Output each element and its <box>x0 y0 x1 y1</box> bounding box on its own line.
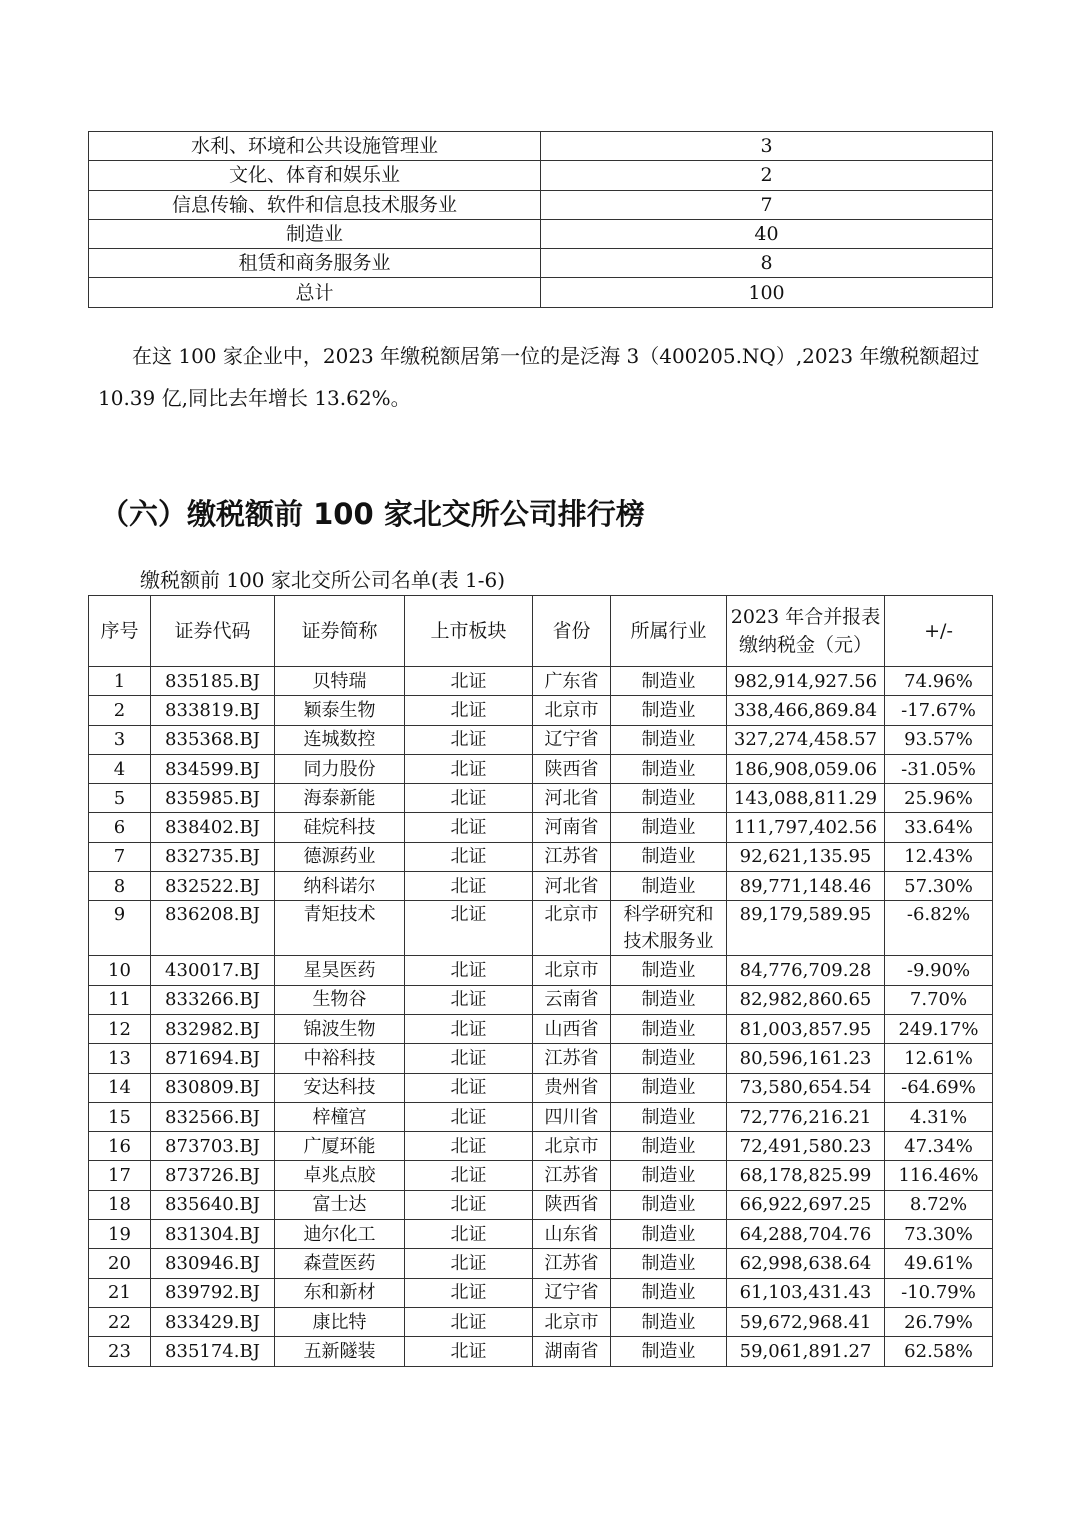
company-cell-tax: 68,178,825.99 <box>727 1161 885 1190</box>
table-row <box>89 219 993 248</box>
company-cell-code: 835174.BJ <box>151 1337 275 1366</box>
table-row <box>89 813 993 842</box>
header-name: 证券简称 <box>275 596 405 667</box>
company-cell-name: 森萱医药 <box>275 1249 405 1278</box>
company-cell-name: 同力股份 <box>275 754 405 783</box>
header-province: 省份 <box>533 596 611 667</box>
company-cell-board: 北证 <box>405 1014 533 1043</box>
company-cell-code: 833819.BJ <box>151 696 275 725</box>
company-cell-tax: 66,922,697.25 <box>727 1190 885 1219</box>
company-cell-industry: 制造业 <box>611 784 727 813</box>
company-cell-change: -64.69% <box>885 1073 993 1102</box>
company-cell-province: 陕西省 <box>533 1190 611 1219</box>
company-cell-code: 873703.BJ <box>151 1132 275 1161</box>
company-cell-change: 62.58% <box>885 1337 993 1366</box>
company-cell-change: 26.79% <box>885 1307 993 1336</box>
industry-cell-industry: 水利、环境和公共设施管理业 <box>89 132 541 161</box>
company-cell-code: 835185.BJ <box>151 667 275 696</box>
company-cell-board: 北证 <box>405 1307 533 1336</box>
company-cell-tax: 82,982,860.65 <box>727 985 885 1014</box>
company-cell-name: 德源药业 <box>275 842 405 871</box>
company-cell-name: 硅烷科技 <box>275 813 405 842</box>
company-cell-board: 北证 <box>405 1278 533 1307</box>
company-cell-name: 中裕科技 <box>275 1044 405 1073</box>
company-cell-industry <box>611 901 727 956</box>
company-cell-industry: 制造业 <box>611 1249 727 1278</box>
company-cell-industry: 制造业 <box>611 1161 727 1190</box>
company-cell-name: 锦波生物 <box>275 1014 405 1043</box>
company-cell-change: 8.72% <box>885 1190 993 1219</box>
company-cell-rank: 4 <box>89 754 151 783</box>
company-cell-industry: 制造业 <box>611 696 727 725</box>
company-cell-industry: 制造业 <box>611 956 727 985</box>
company-cell-tax: 89,179,589.95 <box>727 901 885 956</box>
company-cell-change: -10.79% <box>885 1278 993 1307</box>
company-cell-rank: 8 <box>89 872 151 901</box>
header-row <box>89 596 993 667</box>
company-cell-industry: 制造业 <box>611 1073 727 1102</box>
table-row <box>89 901 993 956</box>
company-cell-code: 831304.BJ <box>151 1220 275 1249</box>
company-cell-tax: 84,776,709.28 <box>727 956 885 985</box>
company-cell-rank: 18 <box>89 1190 151 1219</box>
company-cell-tax: 64,288,704.76 <box>727 1220 885 1249</box>
company-cell-rank: 15 <box>89 1102 151 1131</box>
industry-line1: 科学研究和 <box>623 904 714 926</box>
table-row <box>89 1337 993 1366</box>
company-cell-name: 卓兆点胶 <box>275 1161 405 1190</box>
company-cell-province: 山西省 <box>533 1014 611 1043</box>
company-cell-code: 835985.BJ <box>151 784 275 813</box>
company-cell-tax: 143,088,811.29 <box>727 784 885 813</box>
header-industry: 所属行业 <box>611 596 727 667</box>
company-cell-rank: 3 <box>89 725 151 754</box>
company-cell-province: 北京市 <box>533 1307 611 1336</box>
company-cell-change: -31.05% <box>885 754 993 783</box>
company-cell-change: 47.34% <box>885 1132 993 1161</box>
company-cell-code: 830946.BJ <box>151 1249 275 1278</box>
company-cell-industry: 制造业 <box>611 1307 727 1336</box>
company-cell-board: 北证 <box>405 1073 533 1102</box>
company-cell-code: 830809.BJ <box>151 1073 275 1102</box>
company-cell-code: 871694.BJ <box>151 1044 275 1073</box>
company-cell-province: 四川省 <box>533 1102 611 1131</box>
company-cell-board: 北证 <box>405 1161 533 1190</box>
company-cell-industry: 制造业 <box>611 842 727 871</box>
company-cell-rank: 2 <box>89 696 151 725</box>
company-cell-change: -6.82% <box>885 901 993 956</box>
company-cell-code: 833266.BJ <box>151 985 275 1014</box>
company-cell-name: 康比特 <box>275 1307 405 1336</box>
industry-cell-industry: 制造业 <box>89 219 541 248</box>
company-cell-rank: 19 <box>89 1220 151 1249</box>
company-cell-change: 93.57% <box>885 725 993 754</box>
company-cell-change: 4.31% <box>885 1102 993 1131</box>
table-row <box>89 1132 993 1161</box>
company-cell-change: -17.67% <box>885 696 993 725</box>
header-board: 上市板块 <box>405 596 533 667</box>
company-cell-province: 云南省 <box>533 985 611 1014</box>
company-cell-name: 海泰新能 <box>275 784 405 813</box>
company-cell-tax: 89,771,148.46 <box>727 872 885 901</box>
company-cell-code: 835368.BJ <box>151 725 275 754</box>
table-row <box>89 249 993 278</box>
table-row <box>89 1278 993 1307</box>
industry-cell-industry: 信息传输、软件和信息技术服务业 <box>89 190 541 219</box>
table-row <box>89 784 993 813</box>
company-cell-rank: 17 <box>89 1161 151 1190</box>
company-cell-rank: 14 <box>89 1073 151 1102</box>
industry-cell-count: 40 <box>541 219 993 248</box>
company-cell-province: 江苏省 <box>533 1044 611 1073</box>
company-cell-industry: 制造业 <box>611 813 727 842</box>
table-row <box>89 696 993 725</box>
company-cell-code: 832566.BJ <box>151 1102 275 1131</box>
company-cell-board: 北证 <box>405 842 533 871</box>
company-cell-industry: 制造业 <box>611 1190 727 1219</box>
company-cell-province: 江苏省 <box>533 1249 611 1278</box>
company-cell-change: 73.30% <box>885 1220 993 1249</box>
header-code: 证券代码 <box>151 596 275 667</box>
company-ranking-table <box>88 595 993 1367</box>
company-cell-province: 辽宁省 <box>533 1278 611 1307</box>
company-cell-industry: 制造业 <box>611 754 727 783</box>
table-row <box>89 1044 993 1073</box>
company-cell-rank: 1 <box>89 667 151 696</box>
company-cell-code: 834599.BJ <box>151 754 275 783</box>
company-cell-province: 北京市 <box>533 696 611 725</box>
company-cell-code: 835640.BJ <box>151 1190 275 1219</box>
company-cell-industry: 制造业 <box>611 1044 727 1073</box>
company-cell-industry: 制造业 <box>611 1278 727 1307</box>
company-cell-province: 贵州省 <box>533 1073 611 1102</box>
company-cell-code: 873726.BJ <box>151 1161 275 1190</box>
company-cell-board: 北证 <box>405 1132 533 1161</box>
industry-cell-count: 3 <box>541 132 993 161</box>
company-cell-tax: 111,797,402.56 <box>727 813 885 842</box>
company-cell-tax: 338,466,869.84 <box>727 696 885 725</box>
company-cell-province: 湖南省 <box>533 1337 611 1366</box>
company-cell-province: 山东省 <box>533 1220 611 1249</box>
company-cell-rank: 12 <box>89 1014 151 1043</box>
company-cell-rank: 5 <box>89 784 151 813</box>
company-cell-board: 北证 <box>405 1044 533 1073</box>
company-cell-province: 辽宁省 <box>533 725 611 754</box>
company-cell-name: 富士达 <box>275 1190 405 1219</box>
company-cell-name: 星昊医药 <box>275 956 405 985</box>
table-row <box>89 278 993 307</box>
company-cell-province: 北京市 <box>533 901 611 956</box>
company-cell-name: 五新隧装 <box>275 1337 405 1366</box>
company-cell-change: 33.64% <box>885 813 993 842</box>
company-cell-industry: 制造业 <box>611 667 727 696</box>
company-cell-code: 832522.BJ <box>151 872 275 901</box>
company-cell-board: 北证 <box>405 985 533 1014</box>
table-row <box>89 667 993 696</box>
company-cell-tax: 62,998,638.64 <box>727 1249 885 1278</box>
company-cell-name: 连城数控 <box>275 725 405 754</box>
industry-cell-count: 100 <box>541 278 993 307</box>
company-cell-tax: 186,908,059.06 <box>727 754 885 783</box>
company-cell-board: 北证 <box>405 754 533 783</box>
company-table-body <box>89 667 993 1367</box>
company-cell-rank: 6 <box>89 813 151 842</box>
company-cell-name: 纳科诺尔 <box>275 872 405 901</box>
company-cell-industry: 制造业 <box>611 1132 727 1161</box>
company-cell-industry: 制造业 <box>611 872 727 901</box>
company-cell-industry: 制造业 <box>611 1014 727 1043</box>
table-row <box>89 1014 993 1043</box>
company-table-header <box>89 596 993 667</box>
company-cell-industry: 制造业 <box>611 985 727 1014</box>
table-row <box>89 725 993 754</box>
company-cell-province: 河北省 <box>533 784 611 813</box>
company-cell-tax: 59,061,891.27 <box>727 1337 885 1366</box>
company-cell-tax: 73,580,654.54 <box>727 1073 885 1102</box>
company-cell-change: 49.61% <box>885 1249 993 1278</box>
company-cell-change: 116.46% <box>885 1161 993 1190</box>
industry-table-body <box>89 132 993 308</box>
company-cell-province: 北京市 <box>533 956 611 985</box>
industry-cell-count: 2 <box>541 161 993 190</box>
summary-paragraph-line2: 10.39 亿,同比去年增长 13.62%。 <box>98 386 411 410</box>
company-cell-province: 河南省 <box>533 813 611 842</box>
industry-cell-industry: 总计 <box>89 278 541 307</box>
summary-paragraph-line1: 在这 100 家企业中，2023 年缴税额居第一位的是泛海 3（400205.NQ）,2023 年缴税额超过 <box>132 344 980 368</box>
company-cell-board: 北证 <box>405 901 533 956</box>
company-cell-code: 838402.BJ <box>151 813 275 842</box>
header-tax-line1: 2023 年合并报表 <box>730 606 881 628</box>
industry-cell-count: 7 <box>541 190 993 219</box>
company-cell-tax: 80,596,161.23 <box>727 1044 885 1073</box>
table-row <box>89 754 993 783</box>
company-cell-code: 832735.BJ <box>151 842 275 871</box>
header-tax-line2: 缴纳税金（元） <box>738 634 872 656</box>
company-cell-name: 青矩技术 <box>275 901 405 956</box>
company-cell-board: 北证 <box>405 667 533 696</box>
company-cell-change: 12.61% <box>885 1044 993 1073</box>
company-cell-code: 839792.BJ <box>151 1278 275 1307</box>
section-heading: （六）缴税额前 100 家北交所公司排行榜 <box>100 497 645 531</box>
table-row <box>89 190 993 219</box>
industry-cell-industry: 文化、体育和娱乐业 <box>89 161 541 190</box>
company-cell-rank: 20 <box>89 1249 151 1278</box>
industry-line2: 技术服务业 <box>623 931 714 953</box>
company-cell-rank: 22 <box>89 1307 151 1336</box>
company-cell-change: 249.17% <box>885 1014 993 1043</box>
company-cell-board: 北证 <box>405 696 533 725</box>
company-cell-industry: 制造业 <box>611 1102 727 1131</box>
company-cell-name: 迪尔化工 <box>275 1220 405 1249</box>
company-cell-name: 生物谷 <box>275 985 405 1014</box>
table-row <box>89 985 993 1014</box>
company-cell-province: 江苏省 <box>533 842 611 871</box>
table-row <box>89 1073 993 1102</box>
company-cell-board: 北证 <box>405 1190 533 1219</box>
company-cell-change: 57.30% <box>885 872 993 901</box>
company-cell-name: 东和新材 <box>275 1278 405 1307</box>
table-row <box>89 956 993 985</box>
company-cell-name: 梓橦宫 <box>275 1102 405 1131</box>
company-cell-province: 北京市 <box>533 1132 611 1161</box>
company-cell-industry: 制造业 <box>611 1220 727 1249</box>
company-cell-name: 贝特瑞 <box>275 667 405 696</box>
company-cell-code: 832982.BJ <box>151 1014 275 1043</box>
company-cell-change: 25.96% <box>885 784 993 813</box>
table-row <box>89 1220 993 1249</box>
industry-cell-count: 8 <box>541 249 993 278</box>
company-cell-board: 北证 <box>405 872 533 901</box>
company-cell-rank: 13 <box>89 1044 151 1073</box>
company-cell-rank: 23 <box>89 1337 151 1366</box>
company-cell-rank: 16 <box>89 1132 151 1161</box>
header-change: +/- <box>885 596 993 667</box>
company-cell-change: -9.90% <box>885 956 993 985</box>
table-row <box>89 1190 993 1219</box>
table-row <box>89 132 993 161</box>
company-cell-board: 北证 <box>405 1102 533 1131</box>
company-cell-board: 北证 <box>405 813 533 842</box>
company-cell-name: 颖泰生物 <box>275 696 405 725</box>
company-cell-tax: 59,672,968.41 <box>727 1307 885 1336</box>
company-cell-rank: 7 <box>89 842 151 871</box>
company-cell-rank: 9 <box>89 901 151 956</box>
company-cell-board: 北证 <box>405 1220 533 1249</box>
company-cell-tax: 61,103,431.43 <box>727 1278 885 1307</box>
company-cell-name: 广厦环能 <box>275 1132 405 1161</box>
company-cell-board: 北证 <box>405 1249 533 1278</box>
company-cell-province: 河北省 <box>533 872 611 901</box>
company-cell-board: 北证 <box>405 784 533 813</box>
industry-count-table <box>88 131 993 308</box>
company-cell-name: 安达科技 <box>275 1073 405 1102</box>
company-cell-tax: 81,003,857.95 <box>727 1014 885 1043</box>
company-cell-industry: 制造业 <box>611 1337 727 1366</box>
company-cell-code: 833429.BJ <box>151 1307 275 1336</box>
company-cell-industry: 制造业 <box>611 725 727 754</box>
company-cell-rank: 21 <box>89 1278 151 1307</box>
table-row <box>89 1161 993 1190</box>
company-cell-change: 74.96% <box>885 667 993 696</box>
table-row <box>89 1307 993 1336</box>
company-cell-province: 陕西省 <box>533 754 611 783</box>
company-cell-tax: 72,491,580.23 <box>727 1132 885 1161</box>
table-caption: 缴税额前 100 家北交所公司名单(表 1-6) <box>140 568 506 592</box>
company-cell-code: 430017.BJ <box>151 956 275 985</box>
company-cell-rank: 11 <box>89 985 151 1014</box>
company-cell-tax: 92,621,135.95 <box>727 842 885 871</box>
company-cell-change: 7.70% <box>885 985 993 1014</box>
company-cell-tax: 327,274,458.57 <box>727 725 885 754</box>
header-rank: 序号 <box>89 596 151 667</box>
company-cell-rank: 10 <box>89 956 151 985</box>
industry-cell-industry: 租赁和商务服务业 <box>89 249 541 278</box>
company-cell-change: 12.43% <box>885 842 993 871</box>
company-cell-province: 广东省 <box>533 667 611 696</box>
company-cell-code: 836208.BJ <box>151 901 275 956</box>
header-tax <box>727 596 885 667</box>
company-cell-province: 江苏省 <box>533 1161 611 1190</box>
company-cell-board: 北证 <box>405 1337 533 1366</box>
table-row <box>89 1102 993 1131</box>
company-cell-tax: 72,776,216.21 <box>727 1102 885 1131</box>
company-cell-tax: 982,914,927.56 <box>727 667 885 696</box>
company-cell-board: 北证 <box>405 725 533 754</box>
company-cell-board: 北证 <box>405 956 533 985</box>
table-row <box>89 1249 993 1278</box>
table-row <box>89 872 993 901</box>
table-row <box>89 161 993 190</box>
table-row <box>89 842 993 871</box>
